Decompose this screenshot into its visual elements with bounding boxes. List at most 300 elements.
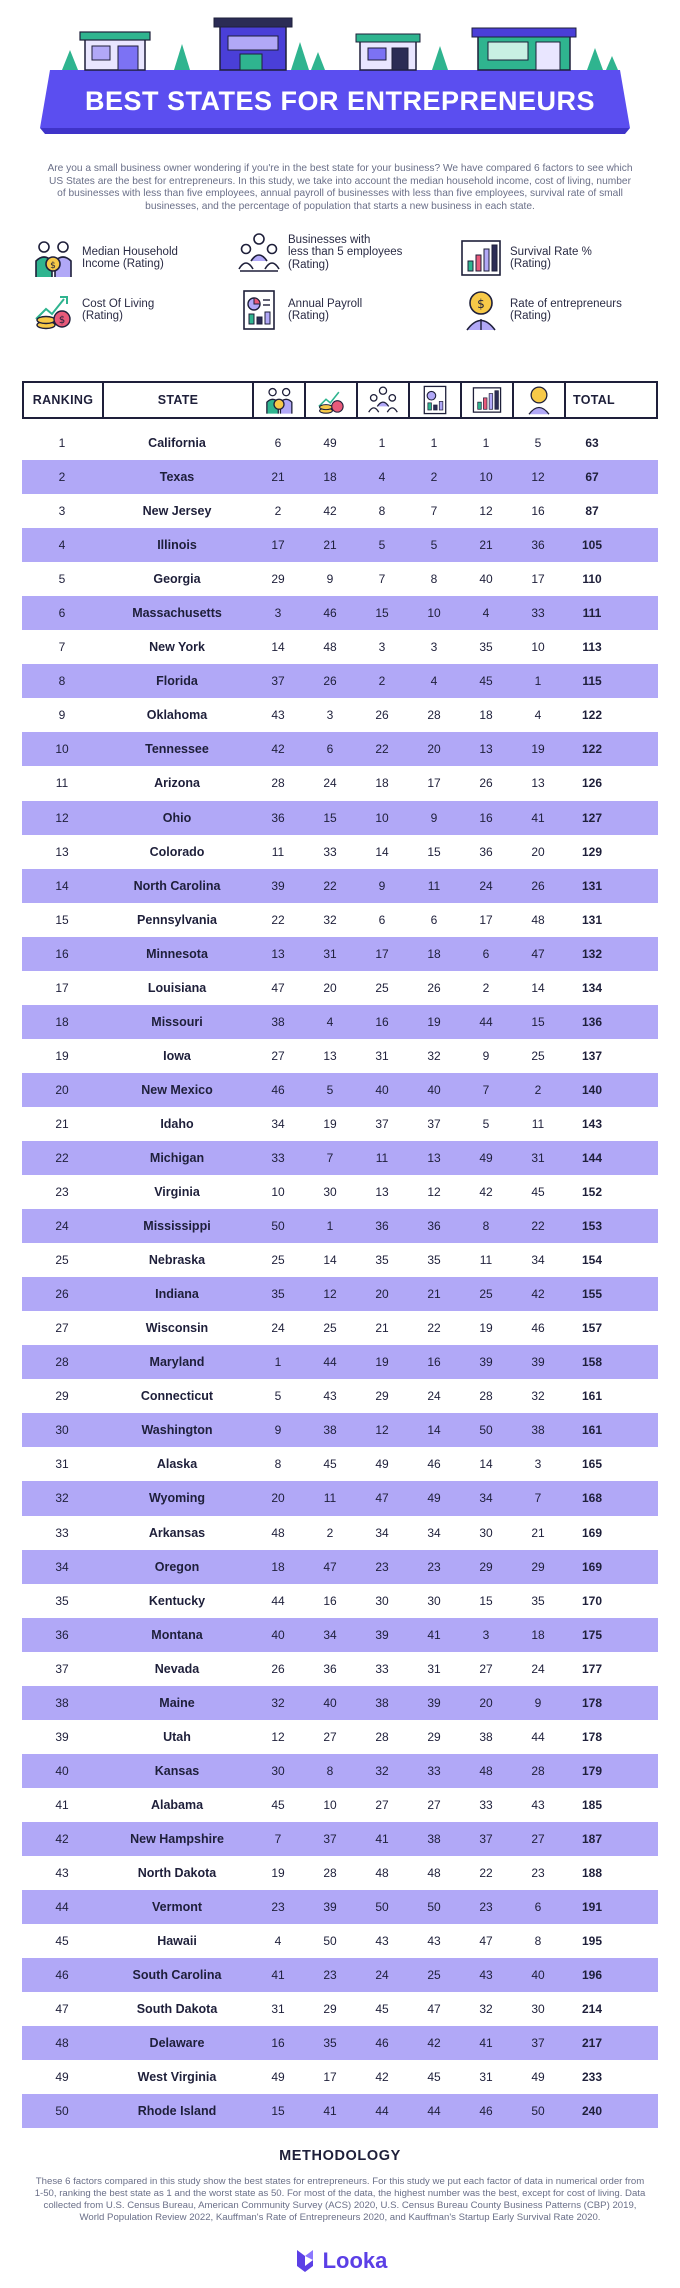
cell-rating: 37	[323, 1831, 337, 1846]
cell-rating: 14	[323, 1253, 337, 1268]
cell-state: New Jersey	[142, 504, 212, 519]
legend-label: Businesses with	[288, 233, 371, 246]
cell-rating: 36	[375, 1219, 389, 1234]
table-row	[22, 835, 658, 869]
cell-rating: 27	[323, 1729, 337, 1744]
table-row	[22, 528, 658, 562]
cell-state: South Dakota	[136, 2002, 218, 2017]
cell-rating: 4	[274, 1934, 282, 1949]
cell-rating: 16	[323, 1593, 337, 1608]
cell-rating: 7	[326, 1151, 334, 1165]
cell-state: Alaska	[156, 1457, 198, 1472]
cell-total: 217	[581, 2036, 603, 2051]
table-row	[22, 732, 658, 766]
cell-rating: 25	[427, 1968, 441, 1983]
cell-total: 233	[581, 2070, 603, 2085]
cell-rating: 49	[271, 2070, 285, 2085]
cell-rating: 45	[479, 674, 493, 689]
table-row	[22, 596, 658, 630]
cell-rating: 29	[427, 1729, 441, 1744]
cell-rating: 49	[375, 1457, 389, 1472]
cell-rating: 47	[427, 2002, 441, 2017]
cell-rating: 1	[534, 674, 542, 689]
cell-rating: 14	[479, 1457, 493, 1472]
cell-total: 132	[581, 946, 603, 961]
cell-rating: 43	[479, 1968, 493, 1983]
cell-rating: 26	[427, 980, 441, 995]
table-row	[22, 1686, 658, 1720]
cell-ranking: 41	[55, 1797, 69, 1812]
cell-rating: 47	[531, 946, 545, 961]
cell-rating: 50	[531, 2104, 545, 2119]
looka-logo-icon	[293, 2248, 317, 2274]
cell-ranking: 14	[55, 878, 69, 893]
cell-state: New Hampshire	[130, 1831, 224, 1846]
cost-of-living-icon	[316, 385, 346, 415]
cell-rating: 10	[427, 606, 441, 621]
cell-state: Alabama	[150, 1797, 204, 1812]
cell-total: 113	[582, 640, 602, 655]
cell-rating: 6	[430, 912, 438, 927]
cell-rating: 40	[271, 1627, 285, 1642]
cell-rating: 22	[271, 912, 285, 927]
cell-rating: 47	[479, 1934, 493, 1949]
cell-rating: 13	[479, 742, 493, 757]
cell-rating: 43	[531, 1797, 545, 1812]
cell-ranking: 45	[55, 1934, 69, 1949]
cell-rating: 42	[531, 1287, 545, 1302]
cell-total: 129	[581, 844, 603, 859]
cell-rating: 45	[271, 1797, 285, 1812]
cell-rating: 8	[482, 1219, 490, 1234]
cell-rating: 42	[427, 2036, 441, 2051]
annual-payroll-icon	[420, 385, 450, 415]
cell-ranking: 30	[55, 1423, 69, 1438]
cell-rating: 20	[531, 844, 545, 859]
table-row	[22, 1379, 658, 1413]
cell-ranking: 7	[58, 640, 66, 655]
legend-item-cost-of-living	[32, 289, 154, 331]
cell-rating: 41	[427, 1627, 441, 1642]
cell-rating: 35	[427, 1253, 441, 1268]
cell-state: Arkansas	[148, 1525, 206, 1540]
cell-ranking: 12	[55, 810, 69, 825]
cell-rating: 28	[479, 1389, 493, 1404]
cell-total: 195	[581, 1934, 603, 1949]
cell-ranking: 9	[58, 708, 66, 723]
cell-rating: 9	[274, 1423, 282, 1438]
cell-total: 169	[581, 1525, 603, 1540]
cell-rating: 6	[482, 946, 490, 961]
cell-total: 196	[581, 1968, 603, 1983]
cell-rating: 1	[274, 1355, 282, 1370]
cell-rating: 2	[430, 470, 438, 485]
cell-state: Ohio	[162, 810, 192, 825]
cell-rating: 38	[375, 1695, 389, 1710]
cell-state: Vermont	[151, 1900, 202, 1915]
table-row	[22, 1039, 658, 1073]
cell-rating: 44	[531, 1729, 545, 1744]
cell-rating: 47	[271, 980, 285, 995]
table-row	[22, 1856, 658, 1890]
cell-state: Kansas	[154, 1763, 200, 1778]
cell-rating: 40	[375, 1082, 389, 1097]
cell-rating: 17	[531, 572, 545, 587]
cell-state: Georgia	[153, 572, 201, 587]
cell-state: Virginia	[154, 1185, 200, 1200]
cell-rating: 37	[375, 1116, 389, 1131]
cell-rating: 12	[375, 1423, 389, 1438]
table-row	[22, 1447, 658, 1481]
cell-rating: 32	[323, 912, 337, 927]
cell-rating: 17	[323, 2070, 337, 2085]
cell-ranking: 34	[55, 1559, 69, 1574]
cell-total: 144	[581, 1151, 603, 1165]
cell-rating: 31	[271, 2002, 285, 2017]
brand-logo[interactable]	[0, 2248, 680, 2274]
cell-rating: 26	[531, 878, 545, 893]
cell-rating: 3	[534, 1457, 542, 1472]
cell-rating: 45	[427, 2070, 441, 2085]
legend-label: Median Household	[82, 245, 178, 258]
cell-state: Oregon	[154, 1559, 200, 1574]
cell-rating: 33	[375, 1661, 389, 1676]
cell-rating: 50	[427, 1900, 441, 1915]
cell-rating: 11	[323, 1491, 337, 1506]
small-business-icon	[368, 385, 398, 415]
cell-rating: 44	[271, 1593, 285, 1608]
cell-ranking: 43	[55, 1865, 69, 1880]
cell-rating: 8	[378, 504, 386, 519]
cell-ranking: 27	[55, 1321, 69, 1336]
table-row	[22, 1754, 658, 1788]
cell-rating: 26	[479, 776, 493, 791]
cell-rating: 15	[427, 844, 441, 859]
cell-ranking: 8	[58, 674, 66, 689]
cost-of-living-icon	[32, 289, 74, 331]
cell-rating: 20	[375, 1287, 389, 1302]
cell-rating: 4	[378, 470, 386, 485]
cell-rating: 35	[375, 1253, 389, 1268]
table-row	[22, 2094, 658, 2128]
cell-ranking: 29	[55, 1389, 69, 1404]
cell-rating: 7	[482, 1082, 490, 1097]
cell-rating: 46	[531, 1321, 545, 1336]
cell-rating: 9	[430, 810, 438, 825]
table-row	[22, 1243, 658, 1277]
cell-rating: 23	[531, 1865, 545, 1880]
cell-rating: 20	[323, 980, 337, 995]
cell-rating: 32	[531, 1389, 545, 1404]
cell-rating: 6	[378, 912, 386, 927]
cell-rating: 13	[531, 776, 545, 791]
cell-ranking: 21	[55, 1116, 69, 1131]
cell-ranking: 49	[55, 2070, 69, 2085]
cell-total: 87	[585, 504, 599, 519]
cell-rating: 5	[534, 436, 542, 451]
cell-rating: 50	[323, 1934, 337, 1949]
cell-ranking: 20	[55, 1082, 69, 1097]
cell-rating: 25	[531, 1048, 545, 1063]
legend-item-small-business	[238, 231, 402, 273]
cell-rating: 13	[375, 1185, 389, 1200]
cell-total: 143	[581, 1116, 603, 1131]
cell-rating: 35	[531, 1593, 545, 1608]
cell-state: Utah	[163, 1729, 191, 1744]
cell-ranking: 3	[58, 504, 66, 519]
cell-rating: 28	[427, 708, 441, 723]
cell-ranking: 42	[55, 1831, 69, 1846]
cell-total: 67	[585, 470, 599, 485]
cell-rating: 41	[479, 2036, 493, 2051]
cell-rating: 25	[271, 1253, 285, 1268]
table-row	[22, 1073, 658, 1107]
cell-rating: 30	[427, 1593, 441, 1608]
table-row	[22, 426, 658, 460]
cell-rating: 12	[271, 1729, 285, 1744]
cell-state: Montana	[151, 1627, 203, 1642]
cell-state: California	[148, 436, 206, 451]
table-row	[22, 698, 658, 732]
cell-rating: 29	[479, 1559, 493, 1574]
legend-label: Rate of entrepreneurs	[510, 297, 622, 310]
cell-rating: 24	[531, 1661, 545, 1676]
cell-rating: 30	[531, 2002, 545, 2017]
cell-state: Arizona	[154, 776, 200, 791]
cell-rating: 8	[534, 1934, 542, 1949]
cell-total: 157	[581, 1321, 603, 1336]
cell-rating: 44	[479, 1014, 493, 1029]
cell-rating: 36	[427, 1219, 441, 1234]
cell-rating: 28	[375, 1729, 389, 1744]
cell-rating: 3	[430, 640, 438, 655]
cell-ranking: 18	[55, 1014, 69, 1029]
cell-rating: 16	[531, 504, 545, 519]
table-row	[22, 1277, 658, 1311]
cell-rating: 30	[323, 1185, 337, 1200]
cell-rating: 22	[375, 742, 389, 757]
cell-rating: 14	[271, 640, 285, 655]
cell-rating: 23	[427, 1559, 441, 1574]
cell-rating: 9	[326, 572, 334, 587]
cell-rating: 18	[271, 1559, 285, 1574]
header-median-income	[254, 383, 306, 417]
cell-rating: 46	[479, 2104, 493, 2119]
cell-rating: 15	[271, 2104, 285, 2119]
cell-total: 179	[581, 1763, 603, 1778]
survival-rate-icon	[472, 385, 502, 415]
cell-rating: 30	[479, 1525, 493, 1540]
table-row	[22, 460, 658, 494]
table-row	[22, 1652, 658, 1686]
cell-rating: 44	[427, 2104, 441, 2119]
cell-total: 158	[581, 1355, 603, 1370]
cell-total: 137	[581, 1048, 603, 1063]
cell-rating: 12	[479, 504, 493, 519]
table-row	[22, 1958, 658, 1992]
cell-total: 161	[581, 1423, 603, 1438]
cell-total: 136	[581, 1014, 603, 1029]
cell-state: North Dakota	[137, 1865, 217, 1880]
table-row	[22, 1720, 658, 1754]
legend-label: (Rating)	[510, 258, 551, 271]
cell-rating: 32	[271, 1695, 285, 1710]
cell-rating: 30	[375, 1593, 389, 1608]
cell-rating: 48	[531, 912, 545, 927]
cell-total: 178	[581, 1729, 603, 1744]
cell-rating: 10	[479, 470, 493, 485]
cell-rating: 23	[479, 1900, 493, 1915]
cell-rating: 40	[479, 572, 493, 587]
cell-rating: 4	[534, 708, 542, 723]
cell-ranking: 16	[55, 946, 69, 961]
cell-rating: 39	[375, 1627, 389, 1642]
svg-text:$: $	[58, 315, 66, 327]
cell-rating: 35	[323, 2036, 337, 2051]
cell-state: Massachusetts	[132, 606, 222, 621]
cell-rating: 36	[271, 810, 285, 825]
header-annual-payroll	[410, 383, 462, 417]
median-income-icon	[264, 385, 294, 415]
cell-total: 122	[581, 708, 603, 723]
cell-rating: 24	[479, 878, 493, 893]
cell-rating: 4	[482, 606, 490, 621]
cell-rating: 18	[531, 1627, 545, 1642]
cell-ranking: 5	[58, 572, 66, 587]
cell-rating: 6	[274, 436, 282, 451]
table-row	[22, 1107, 658, 1141]
cell-total: 178	[581, 1695, 603, 1710]
cell-total: 155	[581, 1287, 603, 1302]
legend-item-annual-payroll	[238, 289, 362, 331]
cell-rating: 15	[531, 1014, 545, 1029]
cell-state: Kentucky	[148, 1593, 206, 1608]
cell-rating: 14	[427, 1423, 441, 1438]
cell-rating: 31	[531, 1151, 545, 1165]
cell-total: 115	[582, 674, 602, 689]
legend-item-survival-rate	[460, 237, 592, 279]
cell-rating: 11	[531, 1116, 545, 1131]
cell-ranking: 17	[55, 980, 69, 995]
cell-rating: 8	[430, 572, 438, 587]
annual-payroll-icon	[238, 289, 280, 331]
cell-state: Iowa	[163, 1048, 191, 1063]
cell-state: Idaho	[160, 1116, 194, 1131]
cell-rating: 46	[271, 1082, 285, 1097]
cell-rating: 14	[375, 844, 389, 859]
table-row	[22, 2026, 658, 2060]
header-survival-rate	[462, 383, 514, 417]
cell-rating: 27	[271, 1048, 285, 1063]
cell-rating: 11	[375, 1151, 389, 1165]
cell-ranking: 10	[55, 742, 69, 757]
cell-rating: 12	[531, 470, 545, 485]
cell-rating: 6	[326, 742, 334, 757]
cell-rating: 48	[375, 1865, 389, 1880]
cell-total: 175	[581, 1627, 603, 1642]
cell-rating: 12	[323, 1287, 337, 1302]
cell-rating: 46	[427, 1457, 441, 1472]
cell-ranking: 15	[55, 912, 69, 927]
cell-total: 127	[581, 810, 603, 825]
cell-rating: 42	[479, 1185, 493, 1200]
table-row	[22, 869, 658, 903]
cell-rating: 19	[479, 1321, 493, 1336]
cell-rating: 1	[326, 1219, 334, 1234]
cell-state: Wyoming	[148, 1491, 206, 1506]
cell-total: 153	[581, 1219, 603, 1234]
cell-state: New Mexico	[141, 1082, 213, 1097]
table-row	[22, 1822, 658, 1856]
cell-ranking: 11	[55, 776, 69, 791]
cell-rating: 38	[323, 1423, 337, 1438]
cell-rating: 17	[479, 912, 493, 927]
cell-state: Missouri	[151, 1014, 203, 1029]
cell-rating: 40	[427, 1082, 441, 1097]
cell-ranking: 35	[55, 1593, 69, 1608]
cell-state: Washington	[141, 1423, 213, 1438]
cell-total: 187	[581, 1831, 603, 1846]
cell-rating: 39	[271, 878, 285, 893]
cell-rating: 25	[479, 1287, 493, 1302]
cell-rating: 15	[479, 1593, 493, 1608]
legend-label: Survival Rate %	[510, 245, 592, 258]
cell-total: 154	[581, 1253, 603, 1268]
cell-rating: 18	[427, 946, 441, 961]
cell-state: Michigan	[149, 1151, 205, 1165]
cell-ranking: 6	[58, 606, 66, 621]
cell-rating: 18	[375, 776, 389, 791]
cell-rating: 36	[531, 538, 545, 553]
table-row	[22, 971, 658, 1005]
cell-rating: 33	[427, 1763, 441, 1778]
header-entrepreneurs-rate	[514, 383, 566, 417]
legend-label: less than 5 employees	[288, 246, 403, 259]
cell-rating: 34	[427, 1525, 441, 1540]
cell-rating: 35	[271, 1287, 285, 1302]
cell-state: Oklahoma	[146, 708, 208, 723]
cell-rating: 17	[375, 946, 389, 961]
cell-rating: 24	[271, 1321, 285, 1336]
table-row	[22, 937, 658, 971]
table-row	[22, 1141, 658, 1175]
cell-total: 152	[581, 1185, 603, 1200]
cell-total: 191	[581, 1900, 603, 1915]
cell-total: 105	[581, 538, 603, 553]
cell-rating: 40	[531, 1968, 545, 1983]
cell-rating: 7	[378, 572, 386, 587]
cell-rating: 31	[375, 1048, 389, 1063]
cell-total: 165	[581, 1457, 603, 1472]
cell-ranking: 38	[55, 1695, 69, 1710]
cell-rating: 1	[482, 436, 490, 451]
legend-label: (Rating)	[288, 310, 329, 323]
cell-total: 168	[581, 1491, 603, 1506]
cell-rating: 3	[482, 1627, 490, 1642]
cell-rating: 30	[271, 1763, 285, 1778]
cell-rating: 39	[479, 1355, 493, 1370]
cell-rating: 26	[375, 708, 389, 723]
cell-total: 170	[581, 1593, 603, 1608]
cell-rating: 27	[375, 1797, 389, 1812]
cell-rating: 25	[323, 1321, 337, 1336]
cell-total: 185	[581, 1797, 603, 1812]
cell-rating: 33	[271, 1151, 285, 1165]
table-row	[22, 903, 658, 937]
cell-rating: 44	[375, 2104, 389, 2119]
cell-rating: 50	[375, 1900, 389, 1915]
cell-rating: 49	[427, 1491, 441, 1506]
